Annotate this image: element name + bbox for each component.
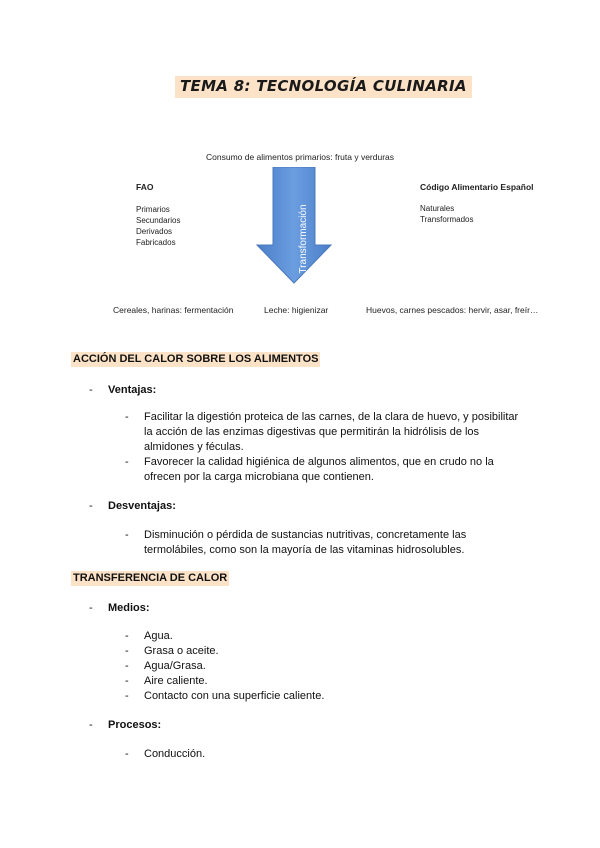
diagram-top-label: Consumo de alimentos primarios: fruta y verduras	[206, 152, 395, 162]
ventajas-label: Ventajas:	[108, 384, 157, 396]
bullet: -	[125, 690, 129, 702]
bullet: -	[89, 384, 93, 396]
bullet: -	[125, 660, 129, 672]
section-heading-transferencia-calor: TRANSFERENCIA DE CALOR	[73, 572, 228, 584]
list-item	[125, 689, 525, 704]
desventajas-item-1: Disminución o pérdida de sustancias nutritivas, concretamente las termolábiles, como son la mayoría de las vitaminas hidrosolubles.	[144, 529, 467, 556]
transformation-diagram	[0, 140, 600, 320]
list-item	[125, 674, 525, 689]
ventajas-item-2: Favorecer la calidad higiénica de algunos alimentos, que en crudo no la ofrecen por la carga microbiana que contienen.	[144, 456, 494, 483]
fao-item: Primarios	[136, 205, 170, 214]
down-arrow-icon	[255, 167, 333, 287]
fao-item: Fabricados	[136, 238, 176, 247]
fao-item: Secundarios	[136, 216, 181, 225]
desventajas-label: Desventajas:	[108, 500, 176, 512]
bullet: -	[89, 602, 93, 614]
bottom-label-huevos: Huevos, carnes pescados: hervir, asar, freír…	[366, 305, 539, 315]
fao-list	[136, 204, 180, 248]
fao-item: Derivados	[136, 227, 173, 236]
fao-heading: FAO	[136, 182, 154, 192]
medios-item: Agua/Grasa.	[144, 660, 206, 672]
cae-item: Naturales	[420, 204, 455, 213]
medios-item: Aire caliente.	[144, 675, 208, 687]
medios-item: Agua.	[144, 630, 173, 642]
page-title: TEMA 8: TECNOLOGÍA CULINARIA	[175, 76, 472, 98]
section-heading-accion-calor: ACCIÓN DEL CALOR SOBRE LOS ALIMENTOS	[73, 353, 319, 365]
bottom-label-cereales: Cereales, harinas: fermentación	[113, 305, 234, 315]
list-item	[125, 644, 525, 659]
medios-item: Contacto con una superficie caliente.	[144, 690, 325, 702]
procesos-item: Conducción.	[144, 748, 206, 760]
ventajas-item-1: Facilitar la digestión proteica de las carnes, de la clara de huevo, y posibilitar la acción de las enzimas digestivas que permitirán la hidrólisis de los almidones y féculas.	[144, 411, 519, 453]
bullet: -	[89, 719, 93, 731]
bullet: -	[89, 500, 93, 512]
bullet: -	[125, 456, 129, 468]
bullet: -	[125, 675, 129, 687]
arrow-label: Transformación	[298, 204, 309, 274]
cae-heading: Código Alimentario Español	[420, 182, 534, 192]
list-item	[125, 410, 525, 455]
list-item	[125, 455, 525, 485]
bullet: -	[125, 411, 129, 423]
list-item	[125, 629, 525, 644]
bullet: -	[125, 645, 129, 657]
bullet: -	[125, 748, 129, 760]
procesos-label: Procesos:	[108, 719, 162, 731]
cae-item: Transformados	[420, 215, 474, 224]
list-item	[125, 528, 525, 558]
bottom-label-leche: Leche: higienizar	[264, 305, 329, 315]
bullet: -	[125, 630, 129, 642]
cae-list	[420, 203, 474, 225]
medios-label: Medios:	[108, 602, 150, 614]
list-item	[125, 747, 525, 762]
list-item	[125, 659, 525, 674]
medios-item: Grasa o aceite.	[144, 645, 219, 657]
bullet: -	[125, 529, 129, 541]
